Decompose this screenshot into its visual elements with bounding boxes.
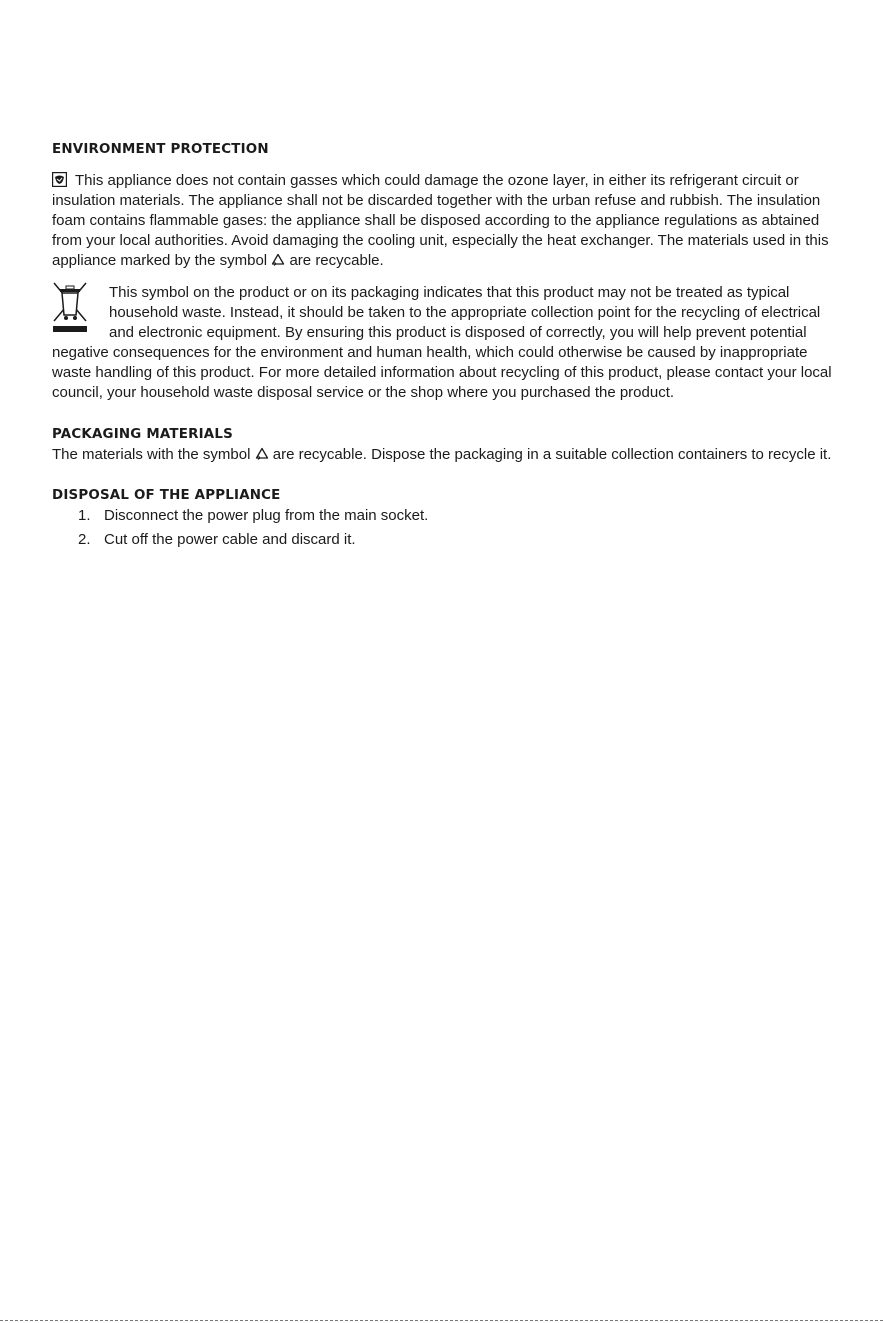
crossed-out-bin-icon — [52, 281, 88, 333]
environment-paragraph — [52, 171, 842, 271]
document-page — [52, 140, 842, 554]
step-number: 1. — [78, 507, 91, 524]
disposal-heading: DISPOSAL OF THE APPLIANCE — [52, 488, 281, 503]
packaging-text-after: are recycable. Dispose the packaging in a suitable collection containers to recycle it. — [272, 446, 832, 463]
eco-friendly-icon — [52, 172, 67, 187]
list-item — [52, 506, 842, 526]
recycle-icon — [271, 253, 285, 267]
step-text: Cut off the power cable and discard it. — [104, 531, 356, 548]
environment-paragraph-text: This appliance does not contain gasses which could damage the ozone layer, in either its refrigerant circuit or insulation materials. The appliance shall not be discarded together with the urban refuse and rubbish. The insulation foam contains flammable gases: the appliance shall be disposed according to the appliance regulations as abtained from your local authorities. Avoid damaging the cooling unit, especially the heat exchanger. The materials used in this appliance marked by the symbol — [52, 172, 829, 269]
weee-notice-text: This symbol on the product or on its packaging indicates that this product may not be treated as typical household waste. Instead, it should be taken to the appropriate collection point for the recycling of electrical and electronic equipment. By ensuring this product is disposed of correctly, you will help prevent potential negative consequences for the environment and human health, which could otherwise be caused by inappropriate waste handling of this product. For more detailed information about recycling of this product, please contact your local council, your household waste disposal service or the shop where you purchased the product. — [52, 284, 832, 401]
packaging-text-before: The materials with the symbol — [52, 446, 251, 463]
page-bottom-rule — [0, 1320, 883, 1321]
step-text: Disconnect the power plug from the main socket. — [104, 507, 429, 524]
environment-protection-heading: ENVIRONMENT PROTECTION — [52, 142, 269, 157]
step-number: 2. — [78, 531, 91, 548]
packaging-paragraph — [52, 445, 842, 465]
packaging-materials-heading: PACKAGING MATERIALS — [52, 427, 233, 442]
recycle-icon — [255, 447, 269, 461]
weee-notice — [52, 283, 842, 403]
list-item — [52, 530, 842, 550]
disposal-steps-list — [52, 506, 842, 550]
environment-paragraph-tail: are recycable. — [289, 252, 384, 269]
